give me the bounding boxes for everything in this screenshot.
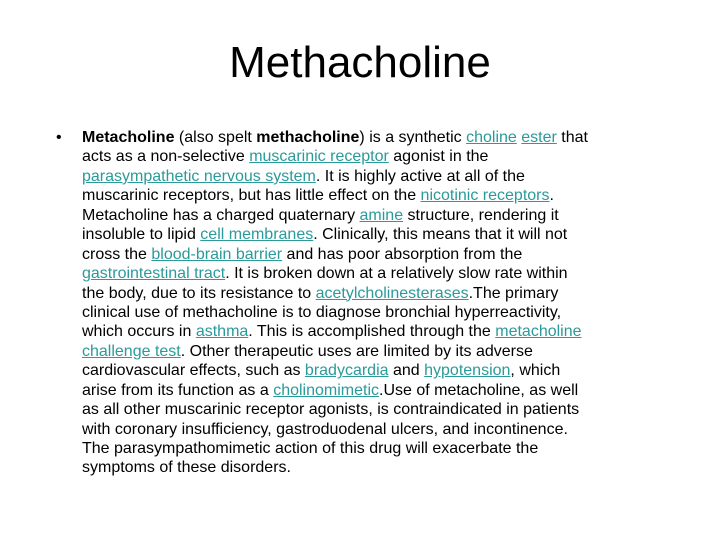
text-line [82,225,662,244]
hyperlink[interactable]: choline [466,129,517,146]
text-run: . Clinically, this means that it will not [313,226,568,244]
text-line [82,206,662,225]
text-line [82,128,662,147]
text-run: (also spelt [174,129,257,146]
bullet-marker: • [56,129,62,146]
hyperlink[interactable]: ester [521,129,557,146]
hyperlink[interactable]: hypotension [424,362,511,380]
hyperlink[interactable]: metacholine [495,323,582,341]
text-run: the body, due to its resistance to [82,284,316,302]
hyperlink[interactable]: cell membranes [200,226,314,244]
hyperlink[interactable]: challenge test [82,342,181,360]
text-run: arise from its function as a [82,381,274,399]
text-run: cardiovascular effects, such as [82,362,305,380]
text-line [82,186,662,205]
text-run: . Other therapeutic uses are limited by its adverse [180,342,533,360]
text-run: which occurs in [82,323,196,341]
text-run: symptoms of these disorders. [82,459,291,477]
text-line [82,400,662,419]
text-line [82,303,662,322]
bold-term: methacholine [256,129,360,146]
hyperlink[interactable]: acetylcholinesterases [315,284,469,302]
text-run: acts as a non-selective [82,148,250,166]
hyperlink[interactable]: asthma [195,323,249,341]
text-run: and has poor absorption from the [282,245,523,263]
text-run: ) is a synthetic [359,129,467,146]
text-run: . It is broken down at a relatively slow rate within [225,265,568,283]
hyperlink[interactable]: bradycardia [304,362,389,380]
text-run: insoluble to lipid [82,226,201,244]
text-run: . It is highly active at all of the [315,167,525,185]
hyperlink[interactable]: parasympathetic nervous system [82,167,316,185]
text-line [82,381,662,400]
text-line [82,147,662,166]
text-run: , which [510,362,561,380]
text-line [82,420,662,439]
text-run: that [556,129,588,146]
hyperlink[interactable]: muscarinic receptor [249,148,389,166]
text-run: and [388,362,425,380]
text-run: muscarinic receptors, but has little effect on the [82,187,421,205]
text-run: agonist in the [388,148,489,166]
text-run: The parasympathomimetic action of this drug will exacerbate the [82,440,539,457]
text-line [82,264,662,283]
text-line [82,458,662,477]
text-run: cross the [82,245,152,263]
hyperlink[interactable]: gastrointestinal tract [82,265,226,283]
text-run: as all other muscarinic receptor agonists, is contraindicated in patients [82,401,580,419]
hyperlink[interactable]: nicotinic receptors [420,187,550,205]
text-run: structure, rendering it [403,206,559,224]
text-line [82,342,662,361]
text-run: . [549,187,554,205]
hyperlink[interactable]: blood-brain barrier [151,245,283,263]
text-line [82,439,662,458]
text-line [82,167,662,186]
text-run: with coronary insufficiency, gastroduodenal ulcers, and incontinence. [82,420,568,438]
text-run: clinical use of methacholine is to diagnose bronchial hyperreactivity, [82,303,562,321]
text-line [82,361,662,380]
hyperlink[interactable]: amine [359,206,404,224]
text-line [82,322,662,341]
bold-term: Metacholine [82,129,175,146]
text-line [82,284,662,303]
text-run: . This is accomplished through the [248,323,496,341]
text-run: .The primary [468,284,559,302]
hyperlink[interactable]: cholinomimetic [273,381,379,399]
text-run: .Use of metacholine, as well [379,381,579,399]
slide-title: Methacholine [229,38,491,87]
text-line [82,245,662,264]
text-run: Metacholine has a charged quaternary [82,206,360,224]
bullet-paragraph [82,128,662,478]
